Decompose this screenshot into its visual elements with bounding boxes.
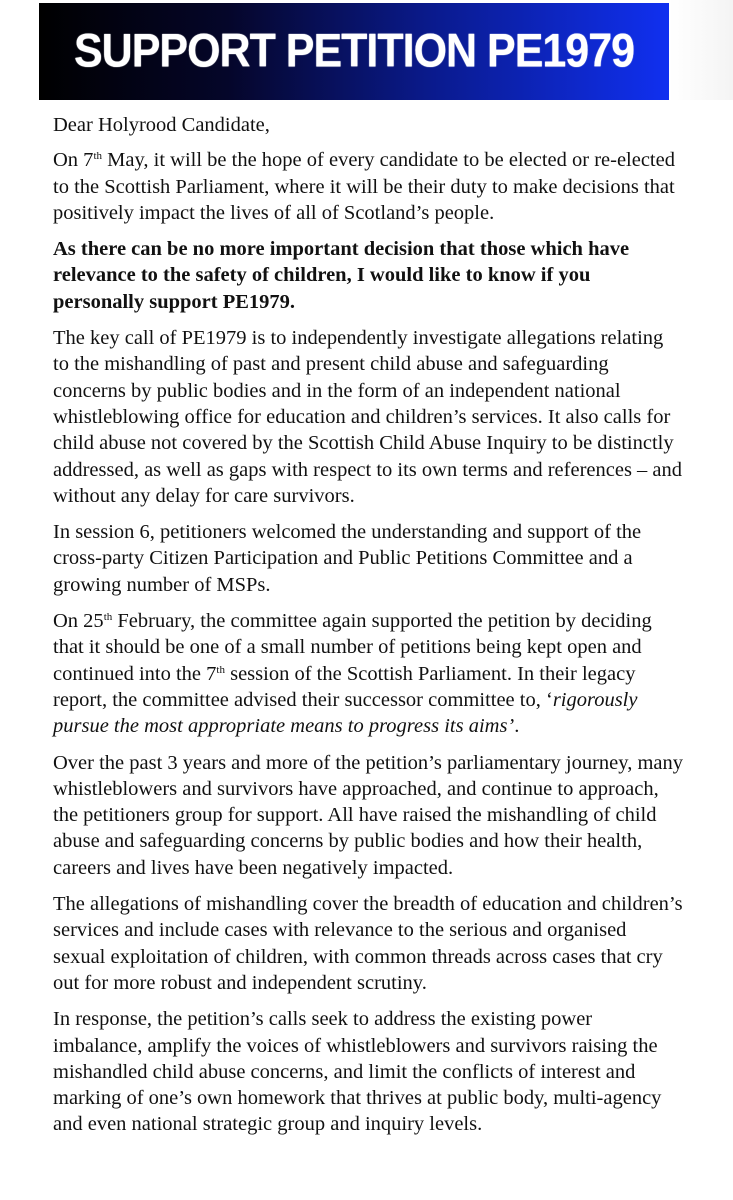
salutation: Dear Holyrood Candidate, xyxy=(53,114,270,136)
paragraph-session-6: In session 6, petitioners welcomed the understanding and support of the cross-party Citizen Participation and Public Petitions Committee and a growing number of MSPs. xyxy=(53,521,642,596)
paragraph-text: session of the Scottish Parliament. In their legacy report, the committee advised their successor committee to, ‘ xyxy=(53,662,636,711)
ordinal-suffix: th xyxy=(103,611,113,624)
paragraph-support-question: As there can be no more important decision that those which have relevance to the safety of children, I would like to know if you personally support PE1979. xyxy=(53,238,630,313)
paragraph-whistleblowers: Over the past 3 years and more of the petition’s parliamentary journey, many whistleblowers and survivors have approached, and continue to approach, the petitioners group for support. All have raised the mishandling of child abuse and safeguarding concerns by public bodies and how their health, careers and lives have been negatively impacted. xyxy=(53,751,683,879)
paragraph-response: In response, the petition’s calls seek to address the existing power imbalance, amplify the voices of whistleblowers and survivors raising the mishandled child abuse concerns, and limit the conflicts of interest and marking of one’s own homework that thrives at public body, multi-agency and even national strategic group and inquiry levels. xyxy=(53,1008,662,1136)
paragraph-text: On 25 xyxy=(53,610,104,633)
ordinal-suffix: th xyxy=(216,663,225,676)
banner-title: SUPPORT PETITION PE1979 xyxy=(73,24,635,78)
petition-banner xyxy=(39,3,669,100)
ordinal-suffix: th xyxy=(93,150,102,163)
paragraph-text: . xyxy=(514,715,520,738)
paragraph-allegations: The allegations of mishandling cover the breadth of education and children’s services and include cases with relevance to the serious and organised sexual exploitation of children, with common threads across cases that cry out for more robust and independent scrutiny. xyxy=(53,893,683,994)
letter-body xyxy=(53,112,683,1148)
paragraph-election-intro xyxy=(53,147,683,226)
paragraph-key-call: The key call of PE1979 is to independently investigate allegations relating to the mishandling of past and present child abuse and safeguarding concerns by public bodies and in the form of an independent national whistleblowing office for education and children’s services. It also calls for child abuse not covered by the Scottish Child Abuse Inquiry to be distinctly addressed, as well as gaps with respect to its own terms and references – and without any delay for care survivors. xyxy=(53,327,683,507)
paragraph-text: May, it will be the hope of every candidate to be elected or re-elected to the Scottish Parliament, where it will be their duty to make decisions that positively impact the lives of all of Scotland’s people. xyxy=(53,149,675,224)
paragraph-committee-decision xyxy=(53,608,683,739)
committee-quote: rigorously pursue the most appropriate means to progress its aims’ xyxy=(53,688,638,738)
page-edge-shading xyxy=(669,0,733,100)
paragraph-text: On 7 xyxy=(53,149,94,172)
paragraph-text: February, the committee again supported the petition by deciding that it should be one of a small number of petitions being kept open and continued into the 7 xyxy=(53,610,652,685)
